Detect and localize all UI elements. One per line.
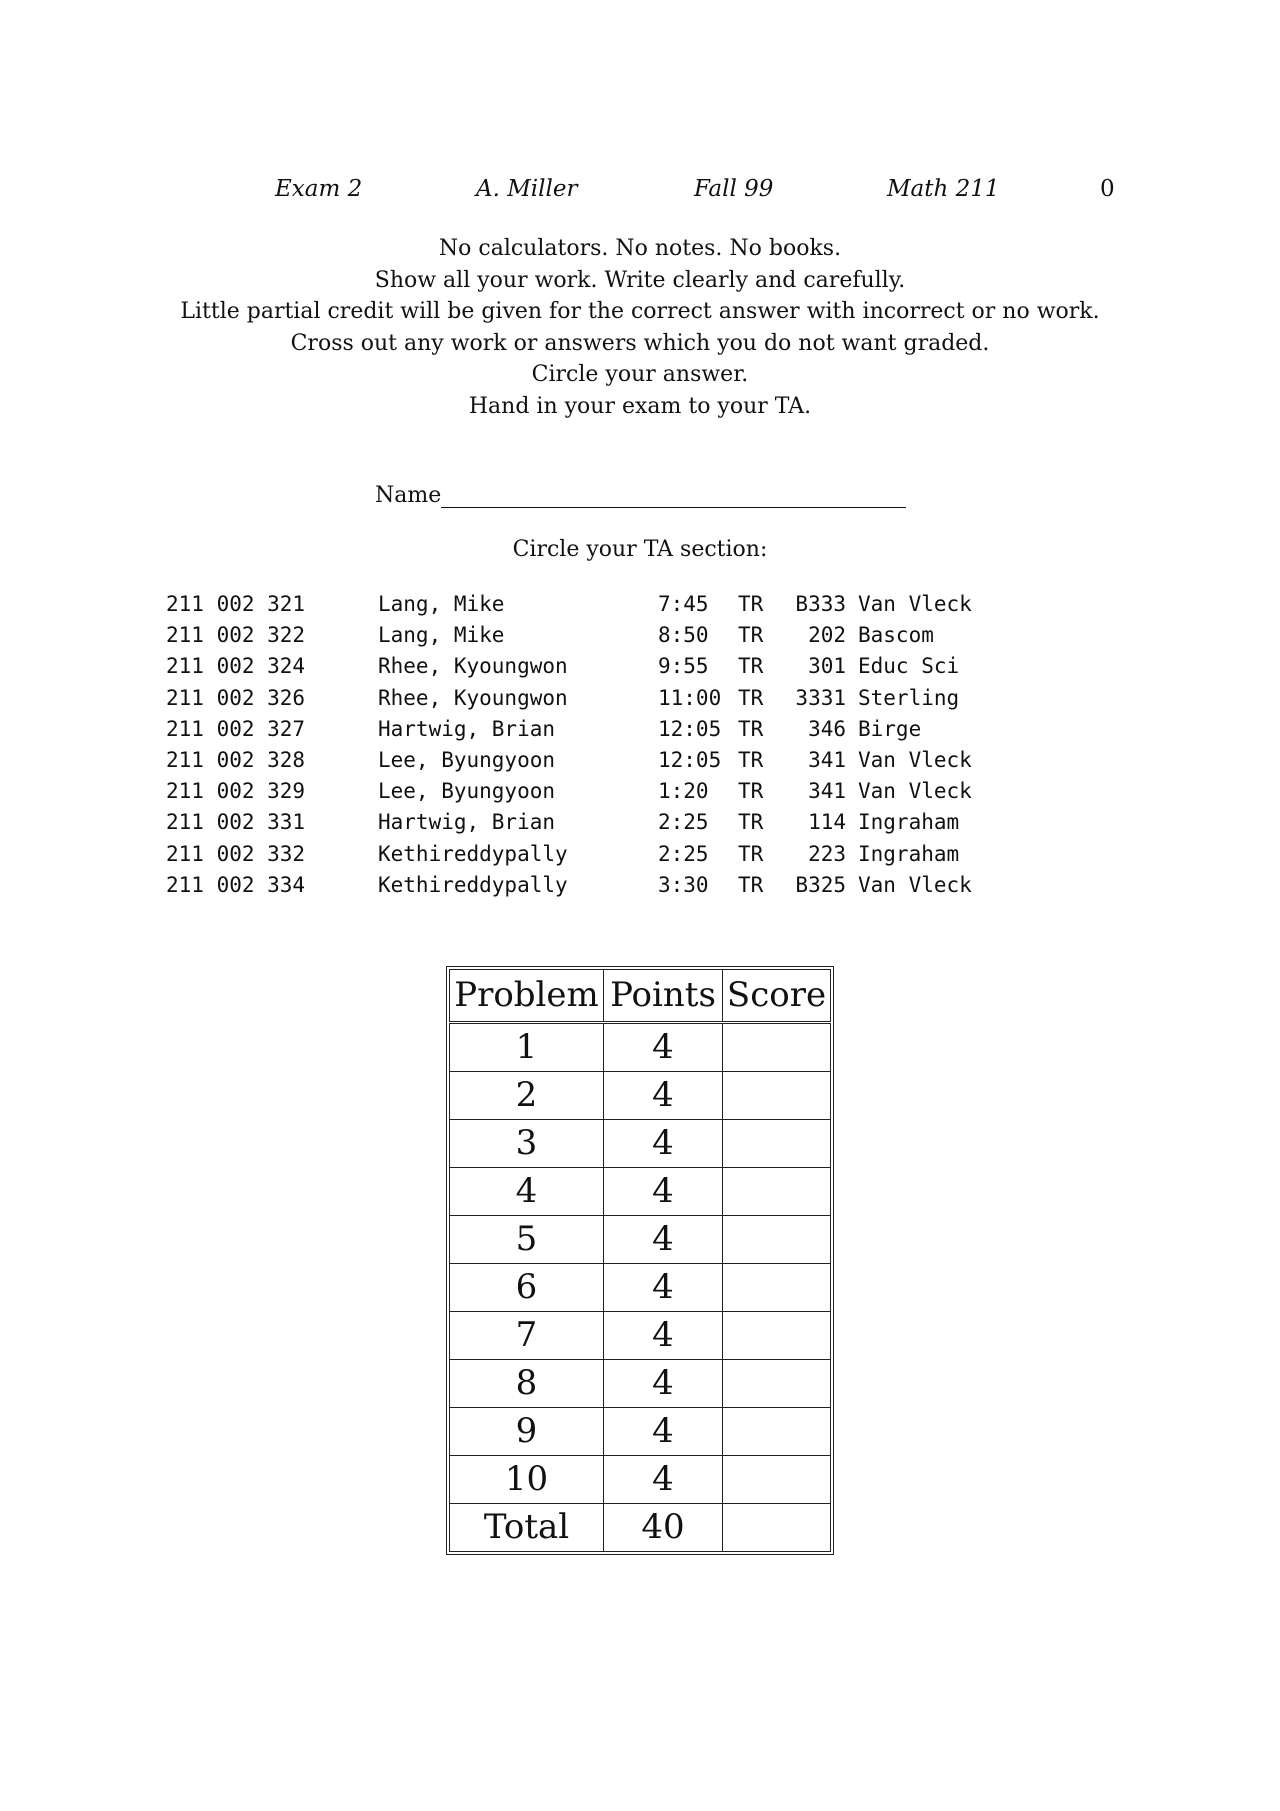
room-number: 301: [808, 654, 846, 679]
total-row: [450, 1504, 831, 1552]
ta-section-row[interactable]: [166, 745, 1016, 776]
score-cell[interactable]: [723, 1456, 831, 1504]
ta-section-row[interactable]: [166, 870, 1016, 901]
section-days: TR: [738, 810, 764, 835]
score-cell[interactable]: [723, 1504, 831, 1552]
ta-name: Rhee, Kyoungwon: [378, 685, 568, 710]
problem-number-cell: 6: [450, 1264, 604, 1312]
score-cell[interactable]: [723, 1120, 831, 1168]
problem-number-cell: 3: [450, 1120, 604, 1168]
room-number: 3331: [795, 685, 846, 710]
term-label: Fall 99: [694, 176, 774, 202]
page-number: 0: [1100, 176, 1115, 202]
section-number: 211 002 321: [166, 592, 306, 616]
header-problem: Problem: [450, 970, 604, 1023]
section-time: 11:00: [658, 685, 722, 710]
section-number: 211 002 322: [166, 623, 306, 648]
building-name: Educ Sci: [858, 654, 960, 679]
section-time: 12:05: [658, 716, 722, 741]
problem-number-cell: Total: [450, 1504, 604, 1552]
header-score: Score: [723, 970, 831, 1023]
ta-section-heading: Circle your TA section:: [512, 537, 768, 562]
ta-section-row[interactable]: [166, 807, 1016, 838]
problem-row: [450, 1072, 831, 1120]
instruction-line: Circle your answer.: [531, 362, 749, 387]
problem-number-cell: 2: [450, 1072, 604, 1120]
section-time: 7:45: [658, 592, 709, 616]
building-name: Birge: [858, 716, 922, 741]
instruction-line: Little partial credit will be given for the correct answer with incorrect or no work.: [180, 299, 1100, 324]
ta-name: Hartwig, Brian: [378, 716, 556, 741]
score-cell[interactable]: [723, 1264, 831, 1312]
section-time: 2:25: [658, 810, 709, 835]
section-time: 2:25: [658, 841, 709, 866]
building-name: Ingraham: [858, 841, 960, 866]
ta-section-row[interactable]: [166, 620, 1016, 651]
page-header: [0, 176, 1280, 208]
problem-row: [450, 1120, 831, 1168]
points-cell: 4: [604, 1216, 723, 1264]
problem-number-cell: 4: [450, 1168, 604, 1216]
ta-section-row[interactable]: [166, 714, 1016, 745]
building-name: Bascom: [858, 623, 934, 648]
points-cell: 4: [604, 1120, 723, 1168]
ta-section-row[interactable]: [166, 839, 1016, 870]
ta-section-row[interactable]: [166, 589, 1016, 620]
ta-name: Kethireddypally: [378, 872, 568, 897]
points-cell: 4: [604, 1408, 723, 1456]
name-label: Name: [375, 483, 442, 508]
section-days: TR: [738, 623, 764, 648]
building-name: Sterling: [858, 685, 960, 710]
section-days: TR: [738, 779, 764, 804]
ta-section-row[interactable]: [166, 651, 1016, 682]
instruction-line: No calculators. No notes. No books.: [438, 236, 842, 261]
ta-section-list: [166, 589, 1016, 901]
score-cell[interactable]: [723, 1216, 831, 1264]
score-cell[interactable]: [723, 1408, 831, 1456]
room-number: 223: [808, 841, 846, 866]
section-days: TR: [738, 592, 764, 616]
problem-number-cell: 7: [450, 1312, 604, 1360]
problem-number-cell: 1: [450, 1023, 604, 1072]
section-number: 211 002 329: [166, 779, 306, 804]
points-cell: 4: [604, 1264, 723, 1312]
course-label: Math 211: [887, 176, 1000, 202]
section-days: TR: [738, 872, 764, 897]
points-cell: 40: [604, 1504, 723, 1552]
ta-name: Hartwig, Brian: [378, 810, 556, 835]
ta-name: Lang, Mike: [378, 623, 505, 648]
header-points: Points: [604, 970, 723, 1023]
problem-number-cell: 8: [450, 1360, 604, 1408]
building-name: Van Vleck: [858, 872, 972, 897]
points-cell: 4: [604, 1023, 723, 1072]
problem-row: [450, 1312, 831, 1360]
problem-number-cell: 5: [450, 1216, 604, 1264]
problem-row: [450, 1408, 831, 1456]
problem-row: [450, 1023, 831, 1072]
problem-number-cell: 9: [450, 1408, 604, 1456]
ta-name: Rhee, Kyoungwon: [378, 654, 568, 679]
ta-section-row[interactable]: [166, 683, 1016, 714]
room-number: 202: [808, 623, 846, 648]
problem-row: [450, 1264, 831, 1312]
score-cell[interactable]: [723, 1360, 831, 1408]
problem-row: [450, 1360, 831, 1408]
section-days: TR: [738, 685, 764, 710]
building-name: Van Vleck: [858, 747, 972, 772]
section-time: 9:55: [658, 654, 709, 679]
exam-title: Exam 2: [275, 176, 363, 202]
room-number: B333: [795, 592, 846, 616]
points-cell: 4: [604, 1072, 723, 1120]
ta-name: Kethireddypally: [378, 841, 568, 866]
score-table-frame: [446, 966, 834, 1555]
ta-name: Lee, Byungyoon: [378, 747, 556, 772]
points-cell: 4: [604, 1360, 723, 1408]
instruction-line: Show all your work. Write clearly and carefully.: [374, 267, 906, 293]
room-number: 346: [808, 716, 846, 741]
room-number: 341: [808, 779, 846, 804]
building-name: Van Vleck: [858, 592, 972, 616]
section-days: TR: [738, 747, 764, 772]
section-time: 12:05: [658, 747, 722, 772]
building-name: Van Vleck: [858, 779, 972, 804]
score-cell[interactable]: [723, 1072, 831, 1120]
room-number: B325: [795, 872, 846, 897]
instructions-block: [0, 233, 1280, 422]
problem-row: [450, 1168, 831, 1216]
section-number: 211 002 332: [166, 841, 306, 866]
room-number: 114: [808, 810, 846, 835]
section-time: 3:30: [658, 872, 709, 897]
score-cell[interactable]: [723, 1023, 831, 1072]
author-name: A. Miller: [476, 176, 578, 202]
instruction-line: Cross out any work or answers which you do not want graded.: [290, 330, 990, 356]
section-number: 211 002 331: [166, 810, 306, 835]
ta-name: Lang, Mike: [378, 592, 505, 616]
section-days: TR: [738, 654, 764, 679]
section-number: 211 002 327: [166, 716, 306, 741]
name-blank-line[interactable]: [441, 483, 906, 508]
building-name: Ingraham: [858, 810, 960, 835]
points-cell: 4: [604, 1456, 723, 1504]
section-number: 211 002 328: [166, 747, 306, 772]
room-number: 341: [808, 747, 846, 772]
problem-row: [450, 1216, 831, 1264]
problem-number-cell: 10: [450, 1456, 604, 1504]
score-table-header-row: [450, 970, 831, 1023]
score-cell[interactable]: [723, 1168, 831, 1216]
points-cell: 4: [604, 1312, 723, 1360]
section-days: TR: [738, 716, 764, 741]
section-time: 8:50: [658, 623, 709, 648]
section-time: 1:20: [658, 779, 709, 804]
section-number: 211 002 334: [166, 872, 306, 897]
section-days: TR: [738, 841, 764, 866]
ta-name: Lee, Byungyoon: [378, 779, 556, 804]
score-cell[interactable]: [723, 1312, 831, 1360]
ta-section-row[interactable]: [166, 776, 1016, 807]
section-number: 211 002 324: [166, 654, 306, 679]
score-table: [449, 969, 831, 1552]
name-field-row: [375, 483, 906, 508]
points-cell: 4: [604, 1168, 723, 1216]
section-number: 211 002 326: [166, 685, 306, 710]
problem-row: [450, 1456, 831, 1504]
instruction-line: Hand in your exam to your TA.: [468, 393, 812, 419]
